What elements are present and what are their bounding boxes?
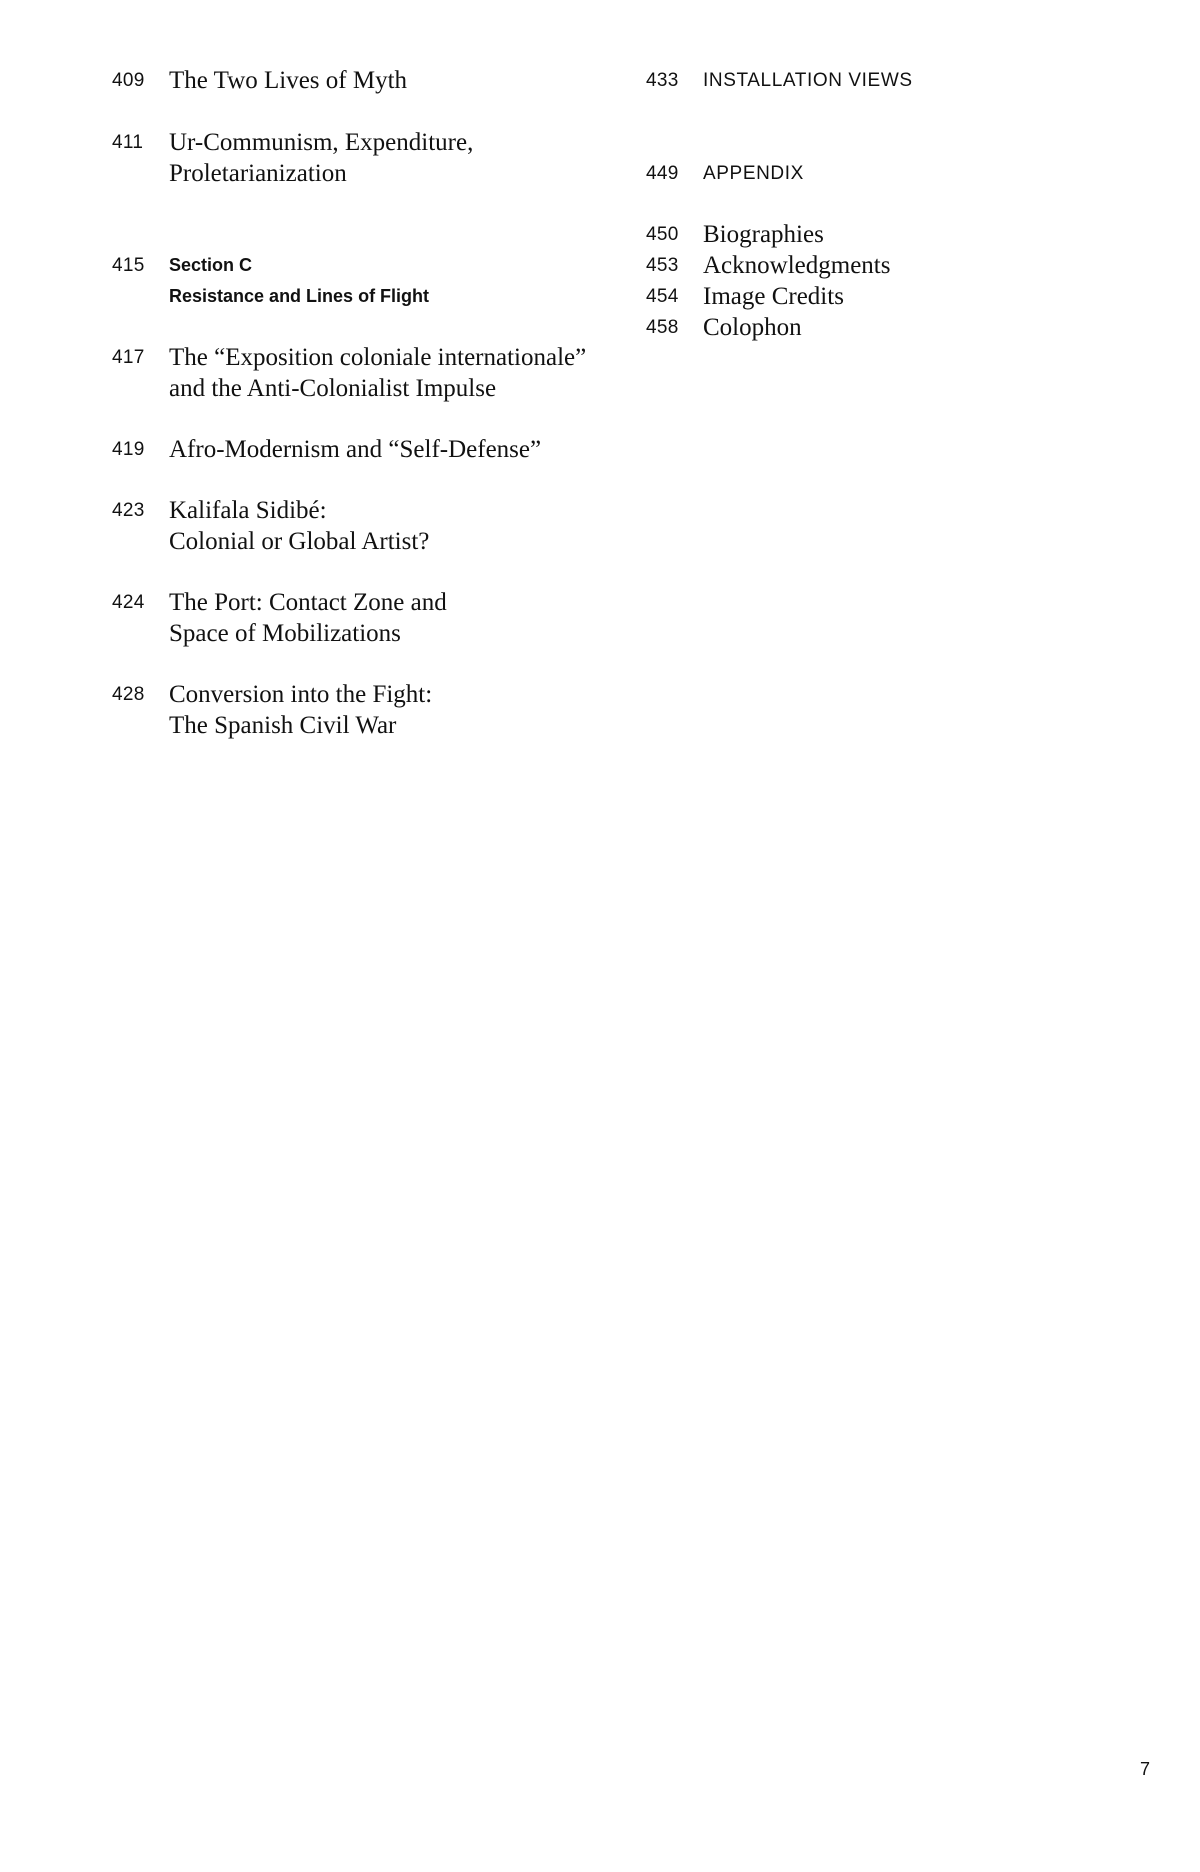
toc-title-line: Conversion into the Fight:	[169, 681, 433, 708]
toc-page-number: 428	[112, 684, 145, 705]
toc-title-line: The Port: Contact Zone and	[169, 589, 447, 616]
toc-page-number: 419	[112, 439, 145, 460]
toc-page-number: 449	[646, 163, 679, 184]
toc-page-number: 417	[112, 347, 145, 368]
toc-page-number: 411	[112, 132, 144, 153]
toc-title-line: Proletarianization	[169, 160, 347, 187]
part-label: APPENDIX	[703, 163, 804, 184]
toc-page-number: 458	[646, 317, 679, 338]
toc-page-number: 409	[112, 70, 145, 91]
toc-page-number: 423	[112, 500, 145, 521]
toc-title-line: The Spanish Civil War	[169, 712, 397, 739]
toc-title-line: Colonial or Global Artist?	[169, 528, 430, 555]
toc-page-number: 454	[646, 286, 679, 307]
toc-title	[169, 495, 429, 557]
toc-page-number: 433	[646, 70, 679, 91]
section-label: Section C	[169, 255, 253, 275]
toc-title	[169, 679, 432, 741]
toc-title-line: Space of Mobilizations	[169, 620, 401, 647]
section-subtitle: Resistance and Lines of Flight	[169, 286, 430, 306]
toc-page-number: 424	[112, 592, 145, 613]
toc-title-line: The “Exposition coloniale internationale”	[169, 344, 587, 371]
toc-title-line: Kalifala Sidibé:	[169, 497, 327, 524]
toc-title	[169, 342, 586, 404]
toc-title-line: Ur-Communism, Expenditure,	[169, 129, 474, 156]
part-label: INSTALLATION VIEWS	[703, 70, 913, 91]
toc-title-line: The Two Lives of Myth	[169, 67, 408, 94]
toc-title: Image Credits	[703, 283, 844, 310]
page-number: 7	[1140, 1759, 1151, 1779]
toc-page-number: 415	[112, 255, 145, 276]
toc-title: Biographies	[703, 221, 824, 248]
toc-title: Colophon	[703, 314, 802, 341]
toc-title	[169, 65, 407, 96]
toc-title	[169, 434, 541, 465]
toc-title-line: and the Anti-Colonialist Impulse	[169, 375, 497, 402]
toc-page-number: 453	[646, 255, 679, 276]
toc-title	[169, 127, 473, 189]
toc-page-number: 450	[646, 224, 679, 245]
toc-title	[169, 587, 447, 649]
toc-title-line: Afro-Modernism and “Self-Defense”	[169, 436, 542, 463]
toc-title: Acknowledgments	[703, 252, 891, 279]
